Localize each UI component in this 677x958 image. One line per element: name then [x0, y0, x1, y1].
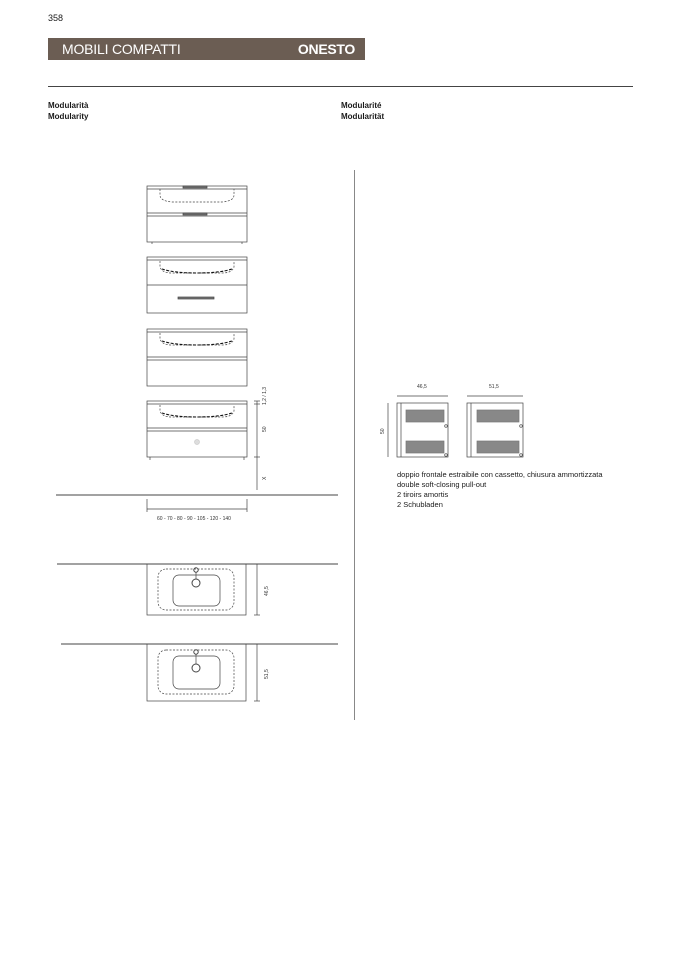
height-dim: 50: [262, 426, 268, 432]
caption-de: 2 Schubladen: [397, 500, 443, 509]
plan-depth-a: 46,5: [264, 586, 270, 596]
x-dim: X: [262, 476, 268, 480]
modularity-de: Modularität: [341, 112, 385, 121]
section-height: 50: [380, 428, 386, 434]
widths-dim: 60 - 70 - 80 - 90 - 105 - 120 - 140: [157, 516, 231, 522]
caption-fr: 2 tiroirs amortis: [397, 490, 449, 499]
plan-view-a: [57, 564, 338, 615]
caption-en: double soft-closing pull-out: [397, 480, 487, 489]
page-number: 358: [48, 13, 64, 23]
elevation-variant-4: [147, 401, 260, 490]
plan-depth-b: 51,5: [264, 669, 270, 679]
section-title: MOBILI COMPATTI: [62, 41, 181, 57]
top-thickness-dim: 1,2 / 1,3: [262, 386, 268, 405]
section-drawing-b: [467, 396, 523, 457]
section-drawing-a: [388, 396, 448, 457]
modularity-en: Modularity: [48, 112, 89, 121]
elevation-variant-2: [147, 257, 247, 313]
modularity-fr: Modularité: [341, 101, 382, 110]
section-depth-b: 51,5: [489, 384, 499, 390]
module-caption: [397, 470, 603, 510]
section-depth-a: 46,5: [417, 384, 427, 390]
plan-view-b: [61, 644, 338, 701]
elevation-variant-1: [147, 186, 247, 244]
caption-it: doppio frontale estraibile con cassetto, chiusura ammortizzata: [397, 470, 603, 479]
elevation-variant-3: [147, 329, 247, 386]
product-name: ONESTO: [297, 41, 355, 57]
modularity-it: Modularità: [48, 101, 89, 110]
